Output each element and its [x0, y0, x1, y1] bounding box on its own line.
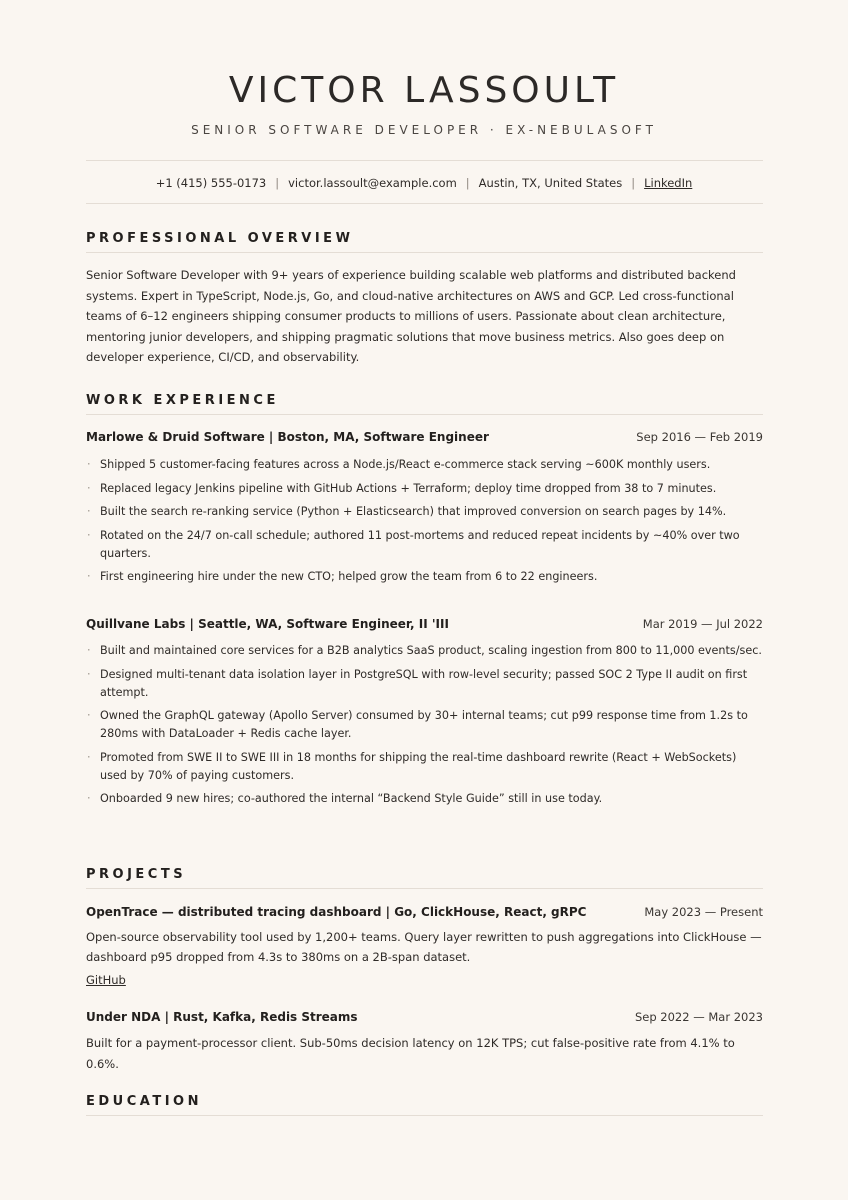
- section-title-experience: WORK EXPERIENCE: [86, 393, 279, 408]
- separator: |: [631, 176, 636, 190]
- project-description: Built for a payment-processor client. Sub-50ms decision latency on 12K TPS; cut false-positive rate from 4.1% to 0.6%.: [86, 1036, 735, 1071]
- section-divider: [86, 888, 763, 889]
- bullet-item: · Owned the GraphQL gateway (Apollo Server) consumed by 30+ internal teams; cut p99 response time from 1.2s to 280ms with DataLoader + Redis cache layer.: [86, 707, 766, 743]
- section-divider: [86, 414, 763, 415]
- bullet-item: · Built and maintained core services for a B2B analytics SaaS product, scaling ingestion from 800 to 11,000 events/sec.: [86, 642, 766, 660]
- bullet-item: · Rotated on the 24/7 on-call schedule; authored 11 post-mortems and reduced repeat incidents by ~40% over two quarters.: [86, 527, 766, 563]
- project-dates: May 2023 — Present: [644, 905, 763, 919]
- linkedin-link[interactable]: LinkedIn: [644, 176, 693, 190]
- separator: |: [465, 176, 470, 190]
- bullet-item: · Shipped 5 customer-facing features across a Node.js/React e-commerce stack serving ~600K monthly users.: [86, 456, 766, 474]
- location: Austin, TX, United States: [478, 176, 623, 190]
- job-dates: Mar 2019 — Jul 2022: [642, 617, 763, 631]
- job-title: Marlowe & Druid Software | Boston, MA, Software Engineer: [86, 430, 489, 444]
- project-dates: Sep 2022 — Mar 2023: [634, 1010, 763, 1024]
- candidate-name: VICTOR LASSOULT: [228, 70, 620, 111]
- bullet-item: · Onboarded 9 new hires; co-authored the internal “Backend Style Guide” still in use today.: [86, 790, 766, 808]
- project-description: Open-source observability tool used by 1,200+ teams. Query layer rewritten to push aggregations into ClickHouse — dashboard p95 dropped from 4.3s to 380ms on a 2B-span dataset.: [86, 930, 762, 964]
- section-title-overview: PROFESSIONAL OVERVIEW: [86, 231, 354, 246]
- section-divider: [86, 1115, 763, 1116]
- project-title: Under NDA | Rust, Kafka, Redis Streams: [86, 1010, 358, 1024]
- job-bullets: [86, 642, 766, 814]
- job-dates: Sep 2016 — Feb 2019: [636, 430, 763, 444]
- email-link[interactable]: victor.lassoult@example.com: [288, 176, 457, 190]
- job-title: Quillvane Labs | Seattle, WA, Software Engineer, II 'III: [86, 617, 449, 631]
- contact-line: [0, 176, 848, 190]
- section-divider: [86, 252, 763, 253]
- section-title-projects: PROJECTS: [86, 867, 187, 882]
- bullet-item: · Promoted from SWE II to SWE III in 18 months for shipping the real-time dashboard rewrite (React + WebSockets) used by 70% of paying customers.: [86, 749, 766, 785]
- project-header: [86, 905, 763, 919]
- phone: +1 (415) 555-0173: [155, 176, 267, 190]
- job-bullets: [86, 456, 766, 592]
- project-header: [86, 1010, 763, 1024]
- section-title-education: EDUCATION: [86, 1094, 202, 1109]
- separator: |: [275, 176, 280, 190]
- overview-text: Senior Software Developer with 9+ years of experience building scalable web platforms and distributed backend systems. Expert in TypeScript, Node.js, Go, and cloud-native architectures on AWS and GCP. Led cross-functional teams of 6–12 engineers shipping consumer products to millions of users. Passionate about clean architecture, mentoring junior developers, and shipping pragmatic solutions that move business metrics. Also goes deep on developer experience, CI/CD, and observability.: [86, 268, 736, 365]
- divider: [86, 203, 763, 204]
- job-header: [86, 430, 763, 444]
- bullet-item: · Replaced legacy Jenkins pipeline with GitHub Actions + Terraform; deploy time dropped from 38 to 7 minutes.: [86, 480, 766, 498]
- project-title: OpenTrace — distributed tracing dashboard | Go, ClickHouse, React, gRPC: [86, 905, 587, 919]
- bullet-item: · Designed multi-tenant data isolation layer in PostgreSQL with row-level security; passed SOC 2 Type II audit on first attempt.: [86, 666, 766, 702]
- candidate-tagline: SENIOR SOFTWARE DEVELOPER · EX-NEBULASOFT: [191, 123, 657, 137]
- bullet-item: · First engineering hire under the new CTO; helped grow the team from 6 to 22 engineers.: [86, 568, 766, 586]
- github-link[interactable]: GitHub: [86, 973, 126, 987]
- job-header: [86, 617, 763, 631]
- divider: [86, 160, 763, 161]
- bullet-item: · Built the search re-ranking service (Python + Elasticsearch) that improved conversion on search pages by 14%.: [86, 503, 766, 521]
